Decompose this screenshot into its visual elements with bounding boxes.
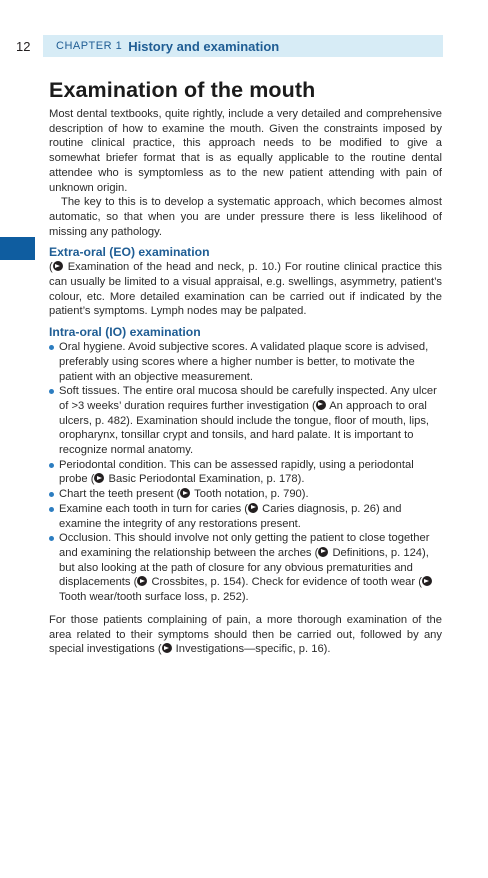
bullet-dot-icon xyxy=(49,389,54,394)
page-content xyxy=(49,76,442,657)
bullet-dot-icon xyxy=(49,536,54,541)
closing-text: For those patients complaining of pain, a more thorough examination of the area related to their symptoms should then be carried out, followed by any special investigations ( xyxy=(49,613,442,656)
bullet-text: Oral hygiene. Avoid subjective scores. A validated plaque score is advised, preferably using scores where a higher number is better, to motivate the patient with an objective measurement. xyxy=(59,341,429,383)
cross-reference-arrow-icon xyxy=(180,488,190,498)
bullet-text: Tooth wear/tooth surface loss, p. 252). xyxy=(59,591,249,604)
bullet-text: Basic Periodontal Examination, p. 178). xyxy=(105,473,305,486)
list-item xyxy=(49,384,442,458)
closing-text: Investigations—specific, p. 16). xyxy=(172,643,331,656)
cross-reference-arrow-icon xyxy=(53,261,63,271)
running-header xyxy=(43,35,443,57)
chapter-title: History and examination xyxy=(128,38,280,54)
cross-reference-arrow-icon xyxy=(94,473,104,483)
intraoral-heading: Intra-oral (IO) examination xyxy=(49,325,201,340)
bullet-text: Chart the teeth present ( xyxy=(59,488,181,501)
bullet-text: Periodontal condition. This can be assessed rapidly, using a periodontal probe ( xyxy=(59,458,414,486)
cross-reference-arrow-icon xyxy=(162,643,172,653)
bullet-text: Crossbites, p. 154). Check for evidence of tooth wear ( xyxy=(148,576,422,589)
cross-reference-arrow-icon xyxy=(248,503,258,513)
list-item xyxy=(49,458,442,487)
bullet-dot-icon xyxy=(49,345,54,350)
cross-reference-arrow-icon xyxy=(316,400,326,410)
extraoral-paragraph: ( Examination of the head and neck, p. 10.) For routine clinical practice this can usually be limited to a visual appraisal, e.g. swellings, asymmetry, patient’s colour, etc. More detailed examination can be carried out if indicated by the patient’s symptoms. Lymph nodes may be palpated. xyxy=(49,261,442,318)
bullet-text: Definitions, p. 124), but also looking at the path of closure for any obvious prematurities and displacements ( xyxy=(59,546,429,589)
intro-paragraph-2: The key to this is to develop a systematic approach, which becomes almost automatic, so that when you are under pressure there is less likelihood of missing any pathology. xyxy=(49,196,442,238)
bullet-text: Soft tissues. The entire oral mucosa should be carefully inspected. Any ulcer of >3 weeks’ duration requires further investigation ( xyxy=(59,385,437,412)
bullet-dot-icon xyxy=(49,492,54,497)
cross-reference-arrow-icon xyxy=(422,576,432,586)
bullet-dot-icon xyxy=(49,507,54,512)
bullet-text: Caries diagnosis, p. 26) and examine the integrity of any restorations present. xyxy=(59,502,402,530)
list-item xyxy=(49,340,442,384)
bullet-text: An approach to oral ulcers, p. 482). Examination should include the tongue, floor of mouth, lips, oropharynx, tonsillar crypt and tonsils, and hard palate. It is important to recognize normal anatomy. xyxy=(59,399,430,457)
bullet-text: Tooth notation, p. 790). xyxy=(191,488,309,501)
chapter-label: CHAPTER 1 xyxy=(56,40,123,52)
bullet-dot-icon xyxy=(49,463,54,468)
cross-reference-arrow-icon xyxy=(137,576,147,586)
bullet-text: Occlusion. This should involve not only getting the patient to close together and examining the relationship between the arches ( xyxy=(59,532,430,559)
list-item xyxy=(49,487,442,502)
list-item xyxy=(49,502,442,531)
intraoral-list xyxy=(49,340,442,605)
list-item xyxy=(49,531,442,605)
chapter-thumb-tab xyxy=(0,237,35,260)
intro-paragraph-1: Most dental textbooks, quite rightly, include a very detailed and comprehensive description of how to examine the mouth. Given the constraints imposed by routine clinical practice, this approach needs to be modified to give a somewhat briefer format that is as equally applicable to the routine dental attendee who is symptomless as to the new patient attending with pain of unknown origin. xyxy=(49,108,442,194)
cross-reference-arrow-icon xyxy=(318,547,328,557)
bullet-text: Examine each tooth in turn for caries ( xyxy=(59,502,249,515)
page-number: 12 xyxy=(16,39,31,54)
extraoral-text: Examination of the head and neck, p. 10.) For routine clinical practice this can usually be limited to a visual appraisal, e.g. swellings, asymmetry, patient’s colour, etc. More detailed examination can be carried out if indicated by the patient’s symptoms. Lymph nodes may be palpated. xyxy=(49,261,442,318)
extraoral-heading: Extra-oral (EO) examination xyxy=(49,245,210,260)
page-title: Examination of the mouth xyxy=(49,78,316,102)
closing-paragraph xyxy=(49,613,442,657)
